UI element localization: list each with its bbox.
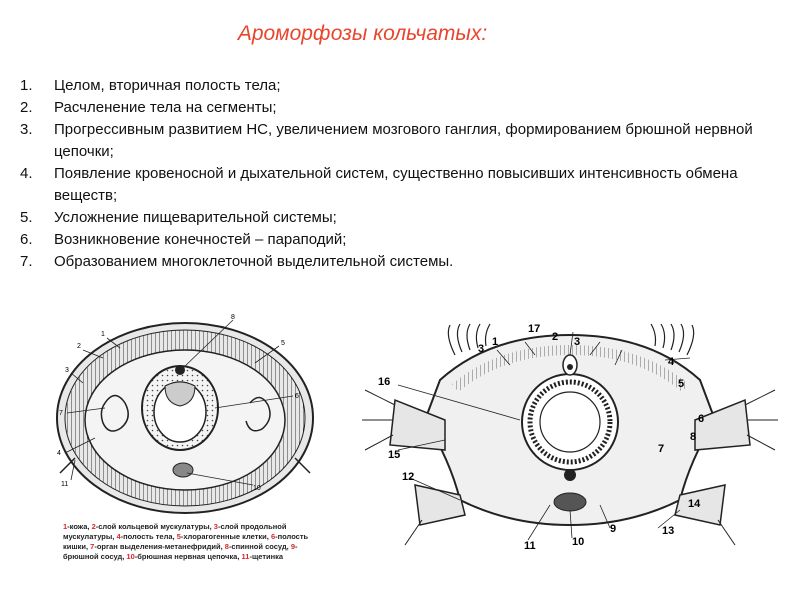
caption-text: -слой продольной мускулатуры, [63, 522, 287, 541]
seta [295, 458, 310, 473]
list-item [20, 119, 780, 163]
dorsal-vessel [175, 365, 185, 375]
figure-label: 14 [688, 498, 701, 510]
list-item [20, 75, 780, 97]
seta [747, 435, 775, 450]
item-number: 1. [20, 77, 33, 94]
figure-label: 17 [528, 323, 541, 335]
item-number: 6. [20, 231, 33, 248]
figure-label: 11 [61, 481, 69, 488]
seta [405, 520, 422, 545]
item-text: Образованием многоклеточной выделительной системы. [54, 253, 454, 270]
item-number: 4. [20, 165, 33, 182]
list-item [20, 163, 780, 207]
figure-label: 9 [610, 523, 617, 535]
figure-label: 2 [77, 343, 81, 350]
slide-title: Ароморфозы кольчатых: [237, 22, 488, 45]
figure-label: 8 [231, 314, 235, 321]
caption-text: -орган выделения-метанефридий, [94, 542, 225, 551]
seta [365, 390, 395, 405]
caption-num: 10 [126, 552, 135, 561]
caption-num: 11 [241, 552, 250, 561]
figure-label: 4 [668, 356, 675, 368]
caption-num: 6 [270, 532, 276, 541]
caption-num: 8 [224, 542, 229, 551]
seta [365, 435, 393, 450]
figure-label: 3 [478, 343, 485, 355]
caption-num: 9 [290, 542, 295, 551]
item-number: 5. [20, 209, 33, 226]
caption-text: -кожа, [67, 522, 92, 531]
item-text: Возникновение конечностей – параподий; [54, 231, 347, 248]
figure-label: 11 [524, 540, 536, 552]
figure-label: 10 [253, 485, 261, 492]
figure-label: 15 [388, 449, 401, 461]
caption-num: 2 [91, 522, 96, 531]
seta [718, 520, 735, 545]
figure-label: 3 [65, 367, 69, 374]
item-text: Целом, вторичная полость тела; [54, 77, 281, 94]
figure-label: 6 [698, 413, 705, 425]
polychaete-cross-section [360, 310, 780, 555]
figure-label: 7 [59, 410, 63, 417]
figure-caption [63, 522, 313, 562]
caption-text: -спинной сосуд, [228, 542, 291, 551]
figure-label: 16 [378, 376, 391, 388]
caption-text: -полость тела, [120, 532, 177, 541]
ventral-nerve-cord [554, 493, 586, 511]
dorsal-vessel-lumen [567, 364, 573, 370]
figure-label: 2 [552, 331, 559, 343]
figure-label: 7 [658, 443, 665, 455]
aromorphoses-list [20, 75, 780, 273]
list-item [20, 97, 780, 119]
gill-right [651, 324, 694, 355]
caption-num: 5 [176, 532, 181, 541]
ventral-vessel [564, 469, 576, 481]
seta [745, 390, 775, 405]
item-text: Прогрессивным развитием НС, увеличением мозгового ганглия, формированием брюшной нервной цепочки; [54, 121, 753, 160]
caption-num: 1 [63, 522, 68, 531]
caption-text: -щетинка [249, 552, 284, 561]
figure-label: 3 [574, 336, 581, 348]
figure-label: 6 [295, 393, 299, 400]
caption-num: 7 [90, 542, 95, 551]
figure-label: 12 [402, 471, 415, 483]
item-number: 3. [20, 121, 33, 138]
figure-label: 5 [281, 340, 285, 347]
figure-label: 10 [572, 536, 585, 548]
caption-num: 4 [116, 532, 121, 541]
figure-label: 13 [662, 525, 675, 537]
list-item [20, 207, 780, 229]
figure-label: 5 [678, 378, 685, 390]
intestine-lumen [540, 392, 600, 452]
figure-label: 8 [690, 431, 697, 443]
item-text: Расчленение тела на сегменты; [54, 99, 277, 116]
caption-text: -полость кишки, [63, 532, 309, 551]
item-number: 2. [20, 99, 33, 116]
caption-text: -брюшной сосуд, [63, 542, 298, 561]
list-item [20, 251, 780, 273]
figure-label: 1 [492, 336, 499, 348]
caption-text: -брюшная нервная цепочка, [134, 552, 242, 561]
caption-text: -хлорагогенные клетки, [180, 532, 271, 541]
list-item [20, 229, 780, 251]
item-text: Усложнение пищеварительной системы; [54, 209, 337, 226]
item-text: Появление кровеносной и дыхательной систем, существенно повысивших интенсивность обмена веществ; [54, 165, 738, 204]
caption-num: 3 [213, 522, 218, 531]
caption-text: -слой кольцевой мускулатуры, [95, 522, 214, 531]
figure-label: 1 [101, 331, 105, 338]
figure-label: 4 [57, 450, 61, 457]
item-number: 7. [20, 253, 33, 270]
ventral-nerve-cord [173, 463, 193, 477]
